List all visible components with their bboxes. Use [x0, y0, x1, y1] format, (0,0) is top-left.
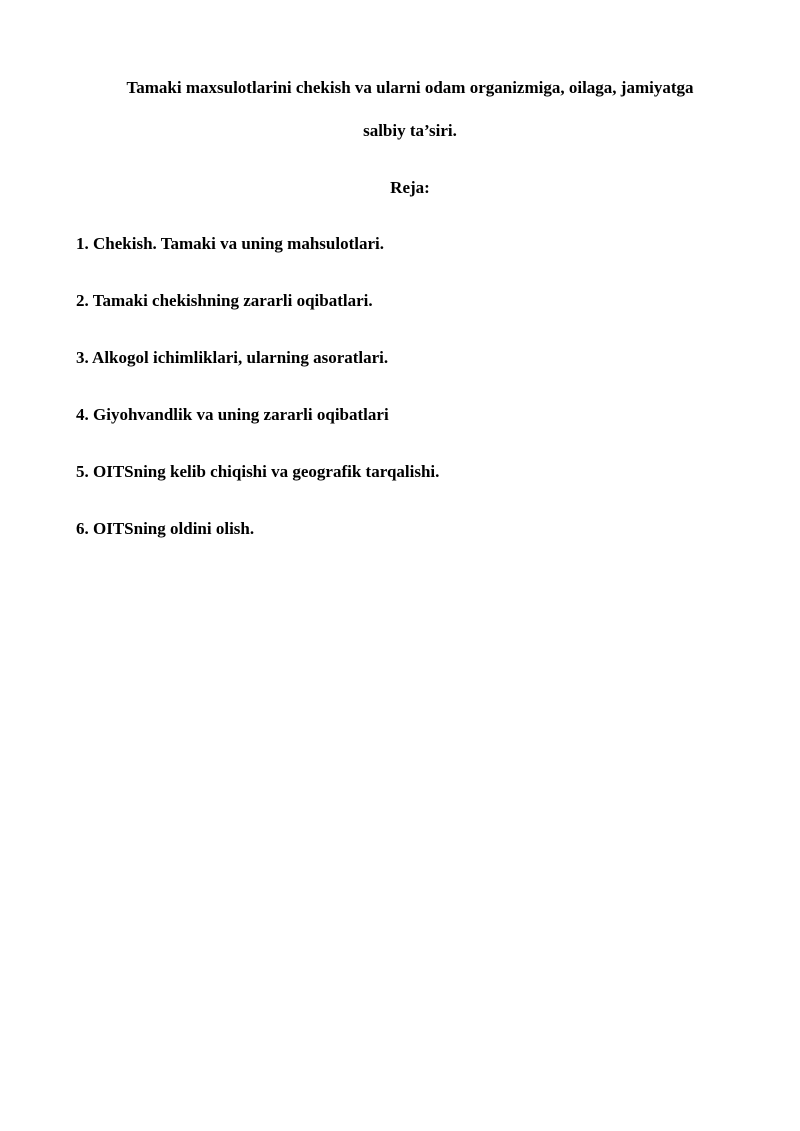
- plan-item: 5. OITSning kelib chiqishi va geografik tarqalishi.: [76, 462, 440, 481]
- document-title-line-1: Tamaki maxsulotlarini chekish va ularni odam organizmiga, oilaga, jamiyatga: [126, 78, 694, 97]
- plan-item: 6. OITSning oldini olish.: [76, 519, 255, 538]
- document-title-line-2: salbiy ta’siri.: [363, 121, 457, 140]
- plan-item: 2. Tamaki chekishning zararli oqibatlari.: [76, 291, 373, 310]
- plan-heading: Reja:: [390, 178, 430, 197]
- plan-item: 3. Alkogol ichimliklari, ularning asoratlari.: [76, 348, 389, 367]
- plan-list: [76, 234, 439, 576]
- plan-item: 4. Giyohvandlik va uning zararli oqibatlari: [76, 405, 389, 424]
- plan-item: 1. Chekish. Tamaki va uning mahsulotlari.: [76, 234, 384, 253]
